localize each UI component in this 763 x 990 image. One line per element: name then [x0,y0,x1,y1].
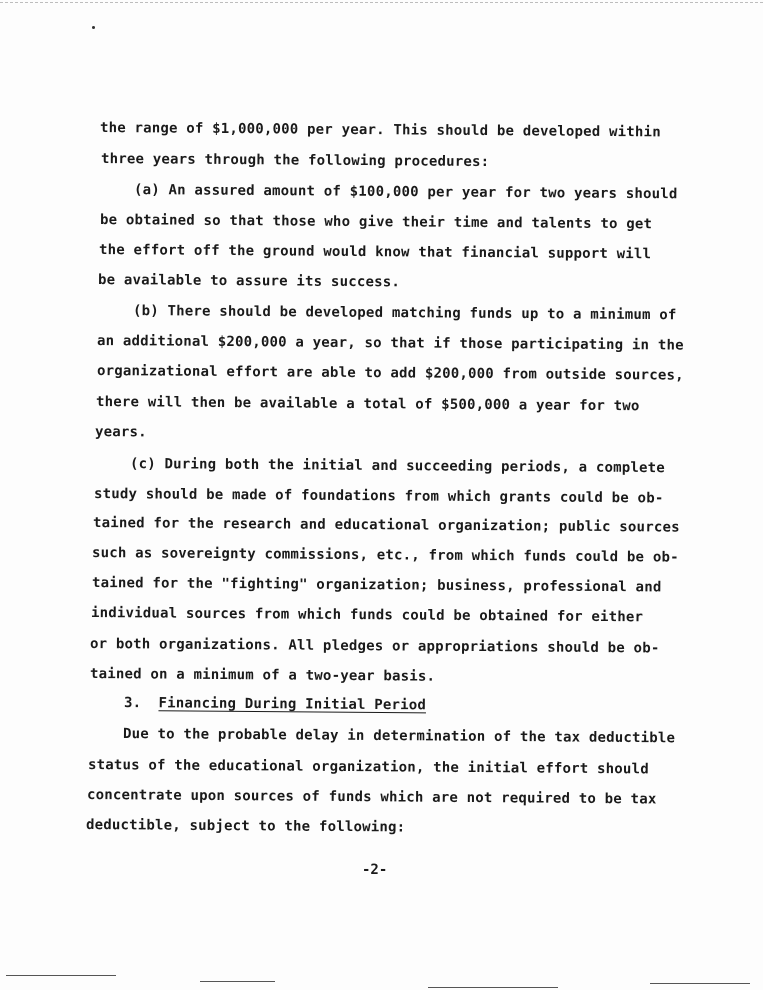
text-line: such as sovereignty commissions, etc., from which funds could be ob- [91,545,679,566]
text-line: study should be made of foundations from which grants could be ob- [93,486,664,507]
text-line: an additional $200,000 a year, so that if those participating in the [96,333,684,354]
bottom-edge-rule [428,987,558,988]
text-line: tained for the "fighting" organization; business, professional and [91,575,662,596]
text-line: status of the educational organization, the initial effort should [87,757,649,778]
text-line: individual sources from which funds could be obtained for either [90,605,644,626]
section-heading [124,695,426,713]
text-line: the effort off the ground would know that financial support will [98,242,652,263]
text-line: be available to assure its success. [97,272,401,291]
bottom-edge-rule [650,983,750,984]
text-line: deductible, subject to the following: [85,817,406,836]
text-line: or both organizations. All pledges or appropriations should be ob- [89,636,660,657]
text-line: (a) An assured amount of $100,000 per year for two years should [133,182,678,203]
text-line: the range of $1,000,000 per year. This should be developed within [99,120,661,141]
bottom-edge-rule [6,975,116,976]
text-line: years. [94,424,147,441]
text-line: (b) There should be developed matching funds up to a minimum of [132,303,677,324]
text-line: concentrate upon sources of funds which are not required to be tax [86,787,657,808]
bottom-edge-rule [200,981,275,982]
text-line: tained for the research and educational organization; public sources [92,515,680,536]
text-line: organizational effort are able to add $200,000 from outside sources, [96,363,684,384]
text-line: tained on a minimum of a two-year basis. [89,666,436,685]
text-line: Due to the probable delay in determination of the tax deductible [122,726,676,747]
text-line: there will then be available a total of $500,000 a year for two [95,394,640,415]
section-heading-title: Financing During Initial Period [158,695,427,714]
section-heading-number: 3. [123,695,142,712]
text-line: (c) During both the initial and succeeding periods, a complete [129,456,666,477]
page-number: -2- [362,862,388,878]
text-line: be obtained so that those who give their time and talents to get [99,212,653,233]
text-line: three years through the following procedures: [100,151,490,171]
